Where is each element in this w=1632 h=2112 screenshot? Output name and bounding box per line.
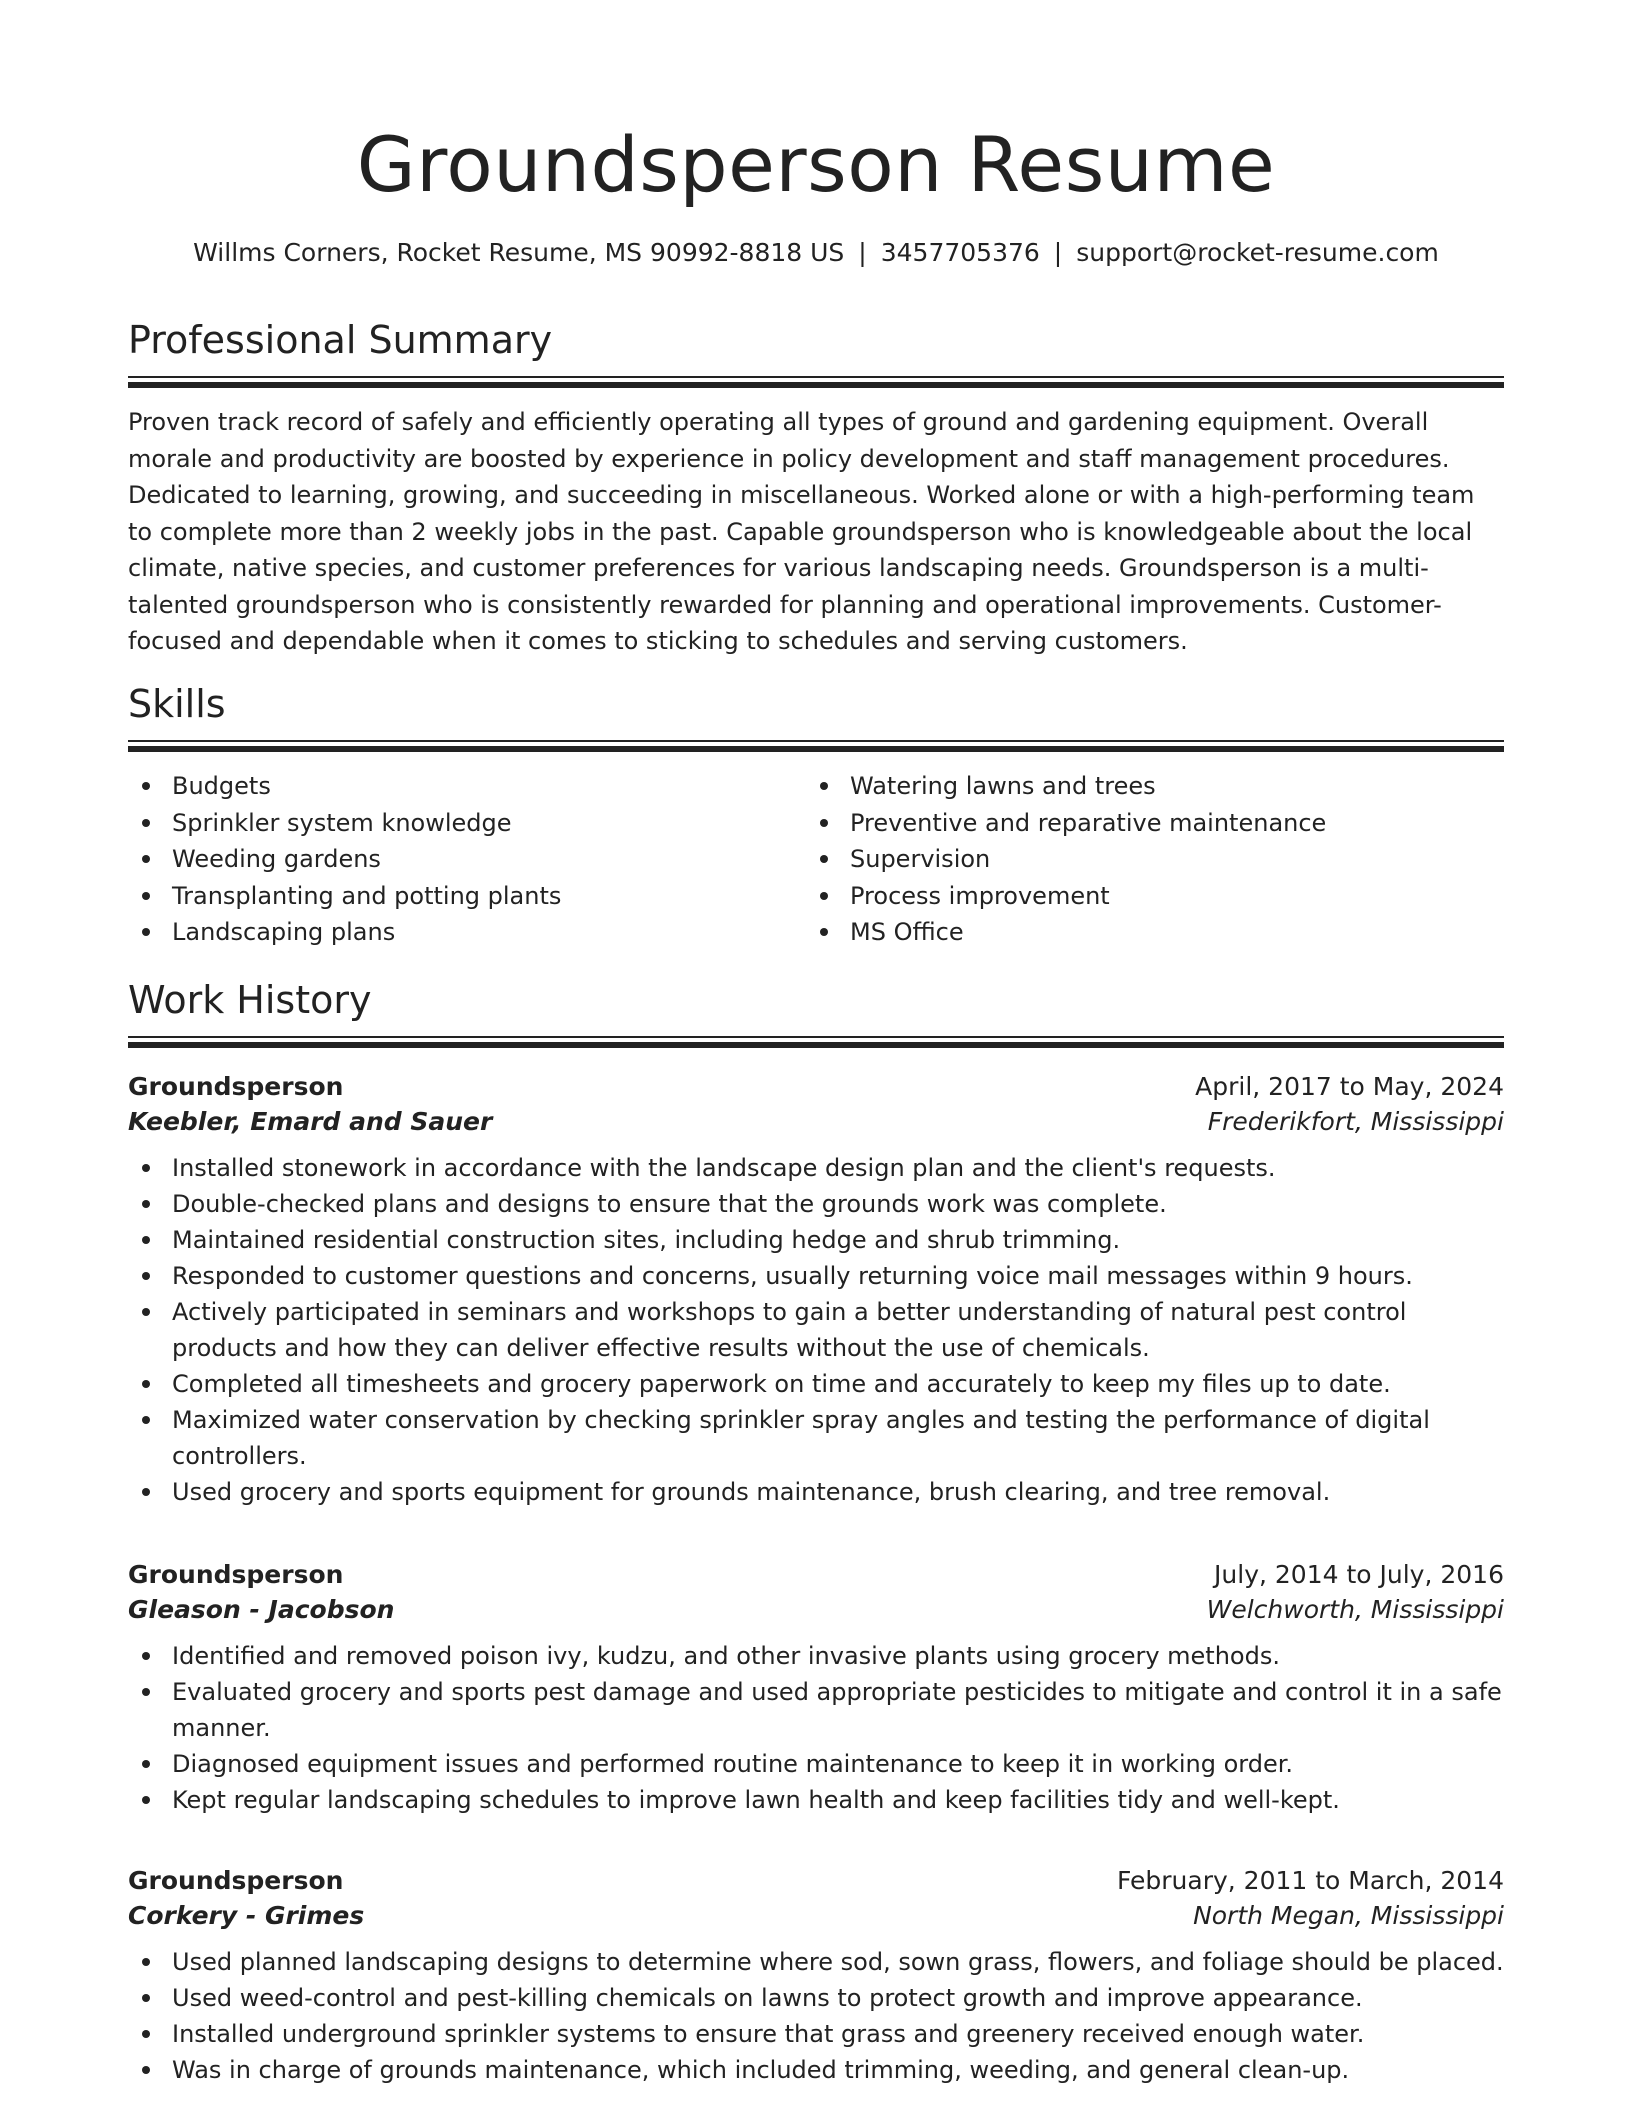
skill-item: Supervision <box>806 841 1466 878</box>
summary-section-header <box>128 318 1504 388</box>
job-duty-item: Identified and removed poison ivy, kudzu, and other invasive plants using grocery methods. <box>128 1638 1504 1674</box>
contact-phone: 3457705376 <box>880 238 1040 267</box>
skills-right-list <box>806 768 1466 951</box>
skill-item: Process improvement <box>806 878 1466 915</box>
skill-item: MS Office <box>806 914 1466 951</box>
job-location: Welchworth, Mississippi <box>1206 1595 1504 1624</box>
summary-text: Proven track record of safely and efficiently operating all types of ground and gardening equipment. Overall morale and productivity are boosted by experience in policy development and staff management procedures. Dedicated to learning, growing, and succeeding in miscellaneous. Worked alone or with a high-performing team to complete more than 2 weekly jobs in the past. Capable groundsperson who is knowledgeable about the local climate, native species, and customer preferences for various landscaping needs. Groundsperson is a multi-talented groundsperson who is consistently rewarded for planning and operational improvements. Customer-focused and dependable when it comes to sticking to schedules and serving customers. <box>128 408 1475 655</box>
skills-right-column <box>806 768 1466 951</box>
job-duty-item: Used grocery and sports equipment for grounds maintenance, brush clearing, and tree removal. <box>128 1474 1504 1510</box>
section-divider <box>128 1042 1504 1048</box>
skills-left-list <box>128 768 788 951</box>
job-duty-item: Used weed-control and pest-killing chemicals on lawns to protect growth and improve appearance. <box>128 1980 1504 2016</box>
job-duty-item: Was in charge of grounds maintenance, which included trimming, weeding, and general clean-up. <box>128 2052 1504 2088</box>
job-duty-item: Installed stonework in accordance with the landscape design plan and the client's requests. <box>128 1150 1504 1186</box>
job-title: Groundsperson <box>128 1866 344 1895</box>
section-divider <box>128 746 1504 752</box>
job-company: Keebler, Emard and Sauer <box>128 1107 493 1136</box>
job-duty-item: Responded to customer questions and concerns, usually returning voice mail messages within 9 hours. <box>128 1258 1504 1294</box>
job-title: Groundsperson <box>128 1560 344 1589</box>
skill-item: Transplanting and potting plants <box>128 878 788 915</box>
skill-item: Budgets <box>128 768 788 805</box>
job-duty-item: Used planned landscaping designs to determine where sod, sown grass, flowers, and foliage should be placed. <box>128 1944 1504 1980</box>
work-heading: Work History <box>128 978 372 1022</box>
job-duty-item: Installed underground sprinkler systems to ensure that grass and greenery received enough water. <box>128 2016 1504 2052</box>
job-entry <box>128 1072 1504 1510</box>
skill-item: Sprinkler system knowledge <box>128 805 788 842</box>
skill-item: Preventive and reparative maintenance <box>806 805 1466 842</box>
job-duty-item: Maintained residential construction sites, including hedge and shrub trimming. <box>128 1222 1504 1258</box>
contact-line <box>0 238 1632 267</box>
skills-heading: Skills <box>128 682 226 726</box>
job-duty-item: Evaluated grocery and sports pest damage and used appropriate pesticides to mitigate and control it in a safe manner. <box>128 1674 1504 1746</box>
skill-item: Watering lawns and trees <box>806 768 1466 805</box>
page-title: Groundsperson Resume <box>356 120 1276 209</box>
contact-separator: | <box>1053 238 1063 267</box>
contact-address: Willms Corners, Rocket Resume, MS 90992-8818 US <box>193 238 845 267</box>
job-dates: April, 2017 to May, 2024 <box>1195 1072 1504 1101</box>
section-divider <box>128 740 1504 742</box>
section-divider <box>128 1036 1504 1038</box>
job-dates: July, 2014 to July, 2016 <box>1214 1560 1504 1589</box>
section-divider <box>128 376 1504 378</box>
job-duties-list <box>128 1944 1504 2088</box>
job-duty-item: Diagnosed equipment issues and performed routine maintenance to keep it in working order. <box>128 1746 1504 1782</box>
contact-separator: | <box>858 238 867 267</box>
job-duties-list <box>128 1638 1504 1818</box>
job-duty-item: Actively participated in seminars and workshops to gain a better understanding of natural pest control products and how they can deliver effective results without the use of chemicals. <box>128 1294 1504 1366</box>
skill-item: Landscaping plans <box>128 914 788 951</box>
job-entry <box>128 1866 1504 2088</box>
job-duty-item: Kept regular landscaping schedules to improve lawn health and keep facilities tidy and well-kept. <box>128 1782 1504 1818</box>
job-location: North Megan, Mississippi <box>1193 1901 1504 1930</box>
work-section-header <box>128 978 1504 1048</box>
contact-email: support@rocket-resume.com <box>1076 238 1439 267</box>
summary-heading: Professional Summary <box>128 318 553 362</box>
job-company: Gleason - Jacobson <box>128 1595 395 1624</box>
job-entry <box>128 1560 1504 1818</box>
job-duty-item: Double-checked plans and designs to ensure that the grounds work was complete. <box>128 1186 1504 1222</box>
job-location: Frederikfort, Mississippi <box>1207 1107 1504 1136</box>
skill-item: Weeding gardens <box>128 841 788 878</box>
job-duty-item: Maximized water conservation by checking sprinkler spray angles and testing the performance of digital controllers. <box>128 1402 1504 1474</box>
job-title: Groundsperson <box>128 1072 344 1101</box>
skills-section-header <box>128 682 1504 752</box>
job-duty-item: Completed all timesheets and grocery paperwork on time and accurately to keep my files up to date. <box>128 1366 1504 1402</box>
job-duties-list <box>128 1150 1504 1510</box>
job-dates: February, 2011 to March, 2014 <box>1116 1866 1504 1895</box>
job-company: Corkery - Grimes <box>128 1901 365 1930</box>
section-divider <box>128 382 1504 388</box>
skills-left-column <box>128 768 788 951</box>
